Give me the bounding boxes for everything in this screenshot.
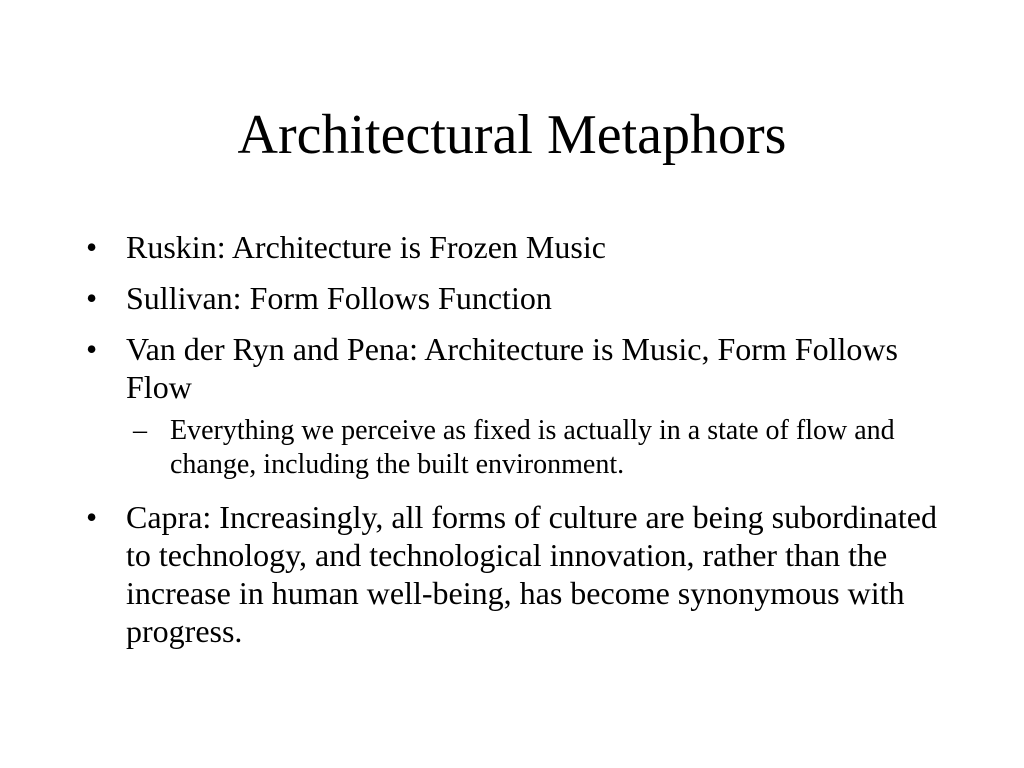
bullet-marker: • <box>86 229 98 265</box>
sub-bullet-text: Everything we perceive as fixed is actually in a state of flow and change, including the built environment. <box>170 415 895 480</box>
bullet-text: Van der Ryn and Pena: Architecture is Music, Form Follows Flow <box>126 331 898 405</box>
bullet-item-capra <box>83 498 953 650</box>
sub-bullet-list <box>126 414 953 482</box>
bullet-item-van-der-ryn <box>83 330 953 482</box>
bullet-marker: • <box>86 499 98 535</box>
bullet-text: Sullivan: Form Follows Function <box>126 280 552 316</box>
bullet-marker: • <box>86 331 98 367</box>
bullet-text: Ruskin: Architecture is Frozen Music <box>126 229 606 265</box>
bullet-marker: • <box>86 280 98 316</box>
sub-bullet-item <box>126 414 953 482</box>
bullet-item-ruskin <box>83 228 953 266</box>
bullet-item-sullivan <box>83 279 953 317</box>
bullet-text: Capra: Increasingly, all forms of culture are being subordinated to technology, and technological innovation, rather than the increase in human well-being, has become synonymous with progress. <box>126 499 937 649</box>
slide-title: Architectural Metaphors <box>237 104 787 166</box>
sub-bullet-marker: – <box>133 415 147 446</box>
bullet-list <box>83 228 953 663</box>
